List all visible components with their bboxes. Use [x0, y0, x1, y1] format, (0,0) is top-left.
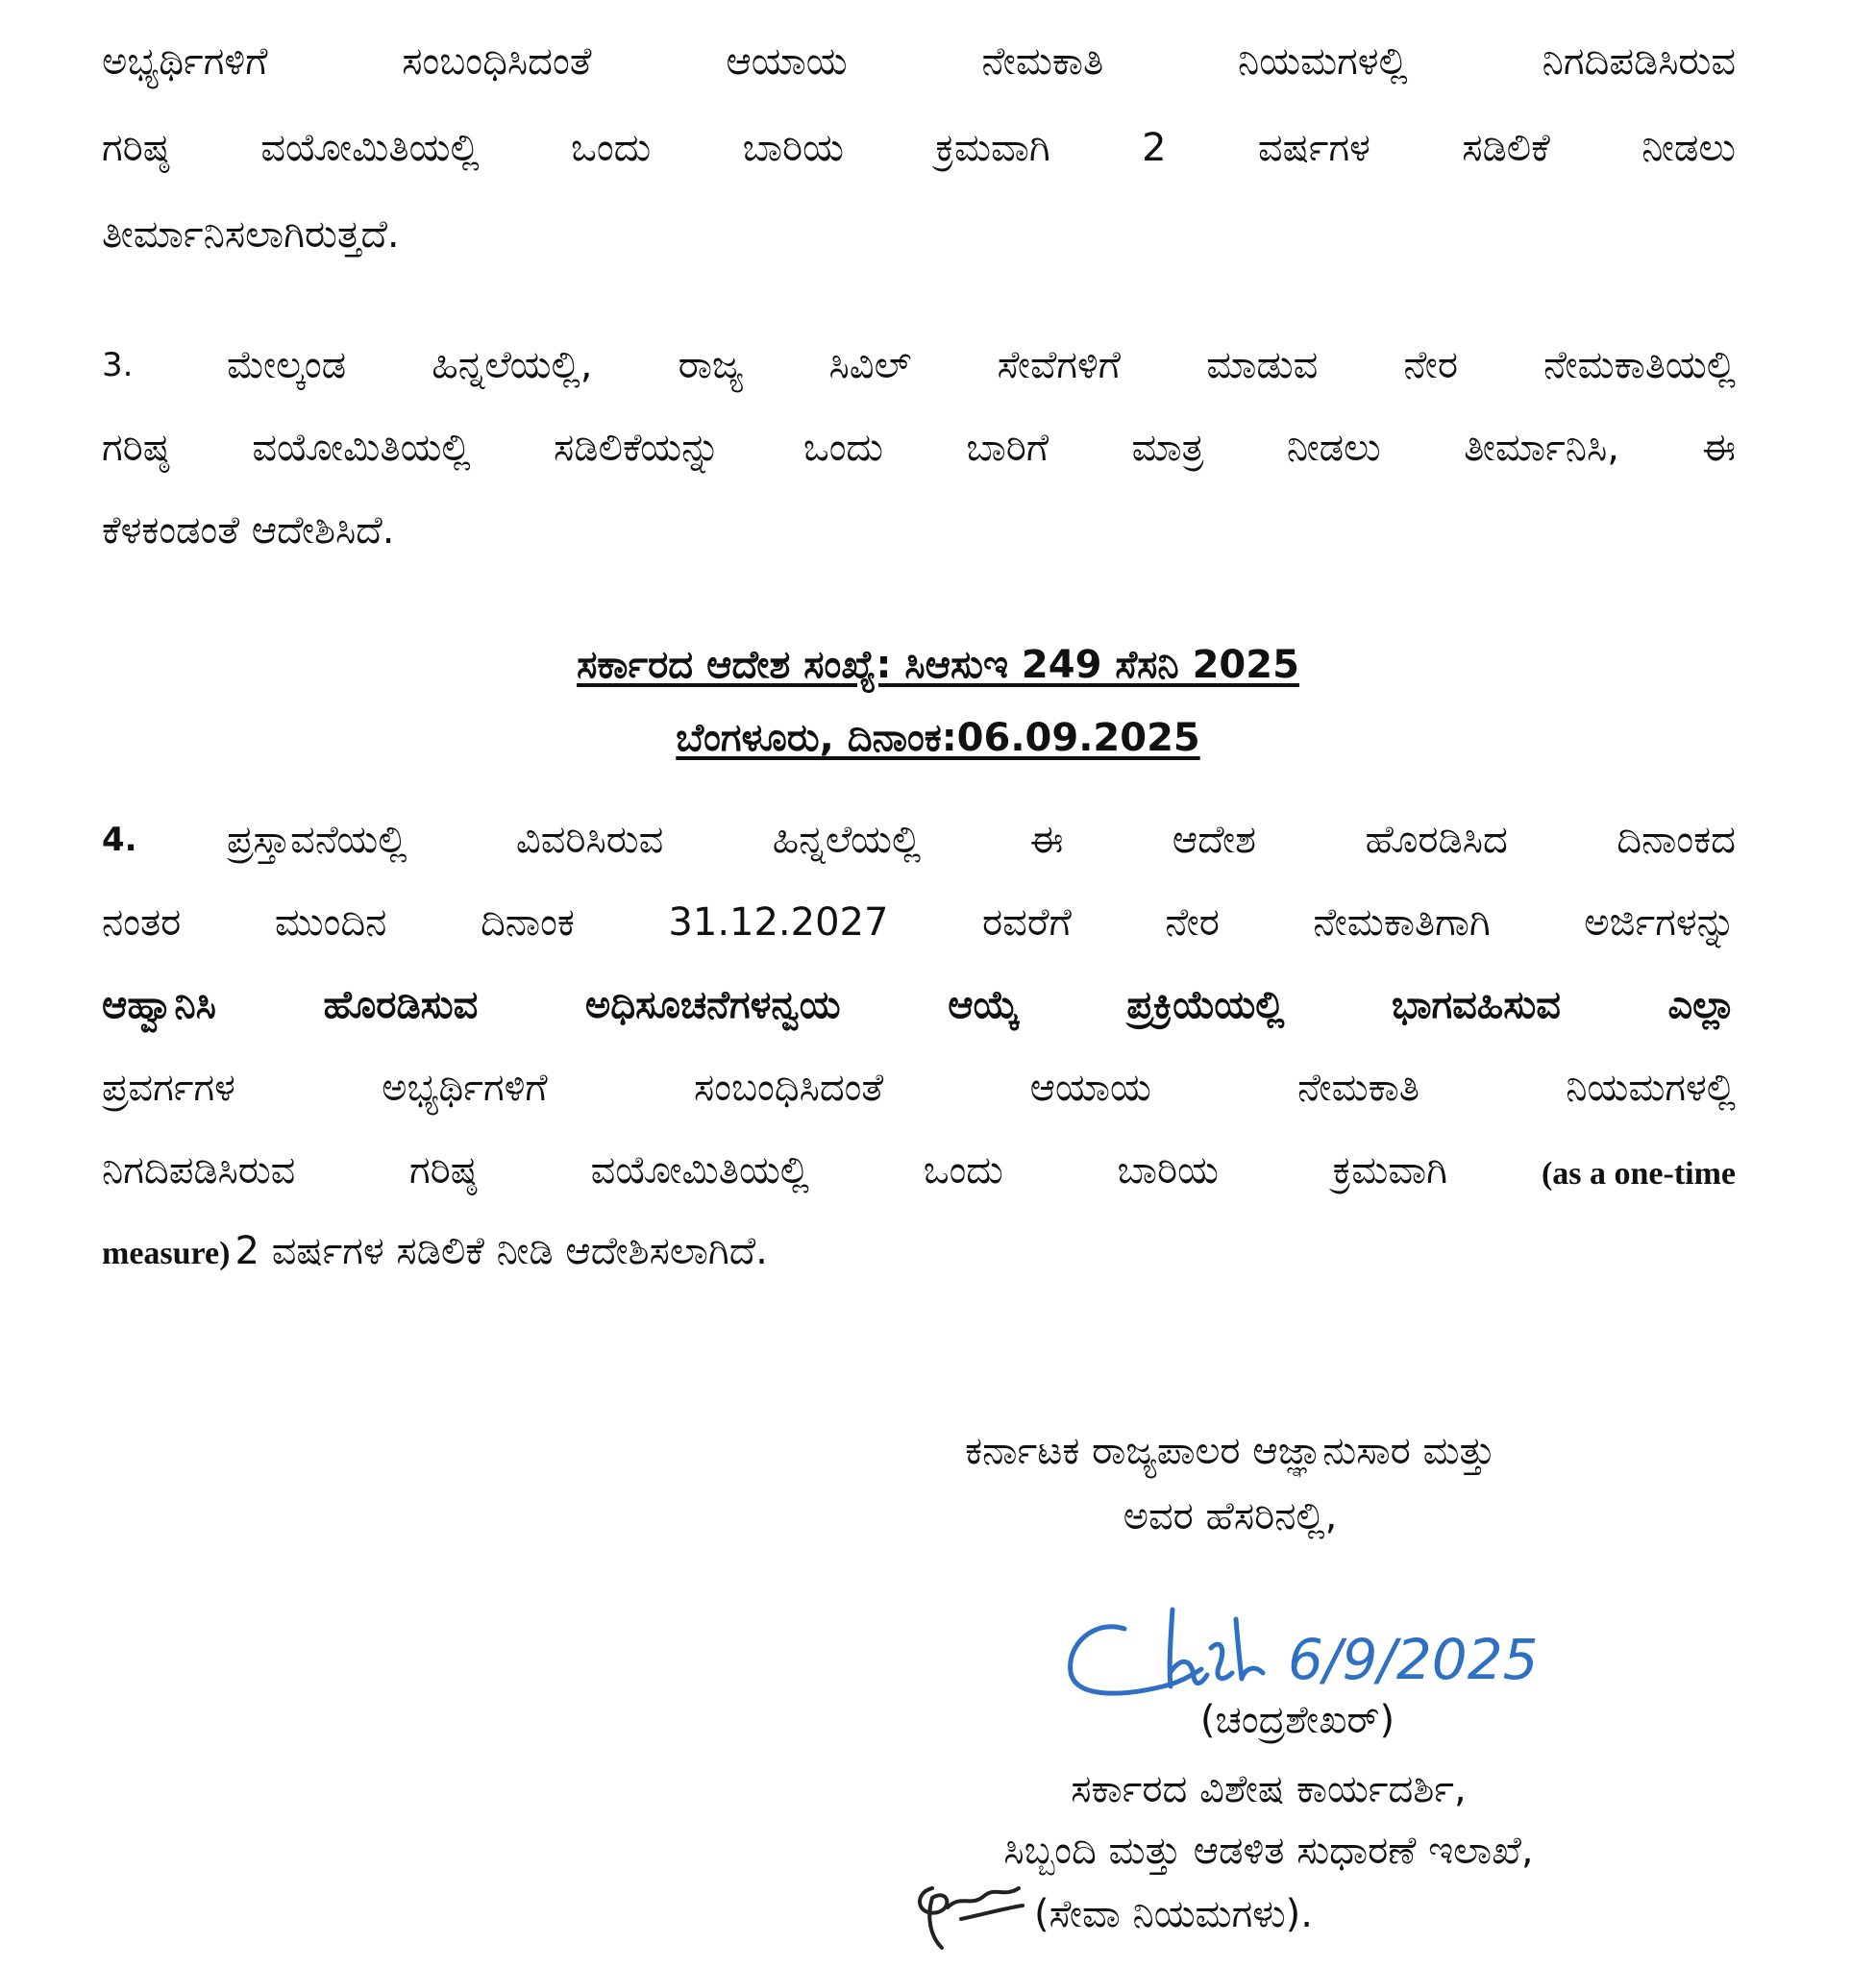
- paragraph-number: 3.: [102, 346, 134, 384]
- signatory-department: ಸಿಬ್ಬಂದಿ ಮತ್ತು ಆಡಳಿತ ಸುಧಾರಣೆ ಇಲಾಖೆ,: [1003, 1829, 1534, 1873]
- paragraph-line: ಪ್ರಸ್ತಾವನೆಯಲ್ಲಿ ವಿವರಿಸಿರುವ ಹಿನ್ನಲೆಯಲ್ಲಿ ಈ ಆದೇಶ ಹೊರಡಿಸಿದ ದಿನಾಂಕದ: [227, 818, 1736, 862]
- signatory-name: (ಚಂದ್ರಶೇಖರ್): [1199, 1698, 1395, 1742]
- order-number: ಸರ್ಕಾರದ ಆದೇಶ ಸಂಖ್ಯೆ: ಸಿಆಸುಇ 249 ಸೆಸನಿ 2025: [577, 643, 1299, 687]
- authority-line: ಕರ್ನಾಟಕ ರಾಜ್ಯಪಾಲರ ಆಜ್ಞಾನುಸಾರ ಮತ್ತು: [965, 1429, 1495, 1473]
- handwritten-date: 6/9/2025: [1288, 1627, 1539, 1692]
- english-phrase: (as a one-time: [1541, 1156, 1736, 1192]
- signatory-designation: ಸರ್ಕಾರದ ವಿಶೇಷ ಕಾರ್ಯದರ್ಶಿ,: [1071, 1767, 1467, 1811]
- paragraph-line: ನಿಗದಿಪಡಿಸಿರುವ ಗರಿಷ್ಠ ವಯೋಮಿತಿಯಲ್ಲಿ ಒಂದು ಬಾರಿಯ ಕ್ರಮವಾಗಿ: [102, 1148, 1447, 1193]
- paragraph-line-rest: 2 ವರ್ಷಗಳ ಸಡಿಲಿಕೆ ನೀಡಿ ಆದೇಶಿಸಲಾಗಿದೆ.: [234, 1229, 768, 1273]
- authority-line: ಅವರ ಹೆಸರಿನಲ್ಲಿ,: [1123, 1494, 1338, 1538]
- paragraph-line: ಕೆಳಕಂಡಂತೆ ಆದೇಶಿಸಿದೆ.: [102, 508, 395, 553]
- order-place-date: ಬೆಂಗಳೂರು, ದಿನಾಂಕ:06.09.2025: [676, 716, 1200, 760]
- paragraph-last-line: [102, 1222, 768, 1288]
- paragraph-line: ಗರಿಷ್ಠ ವಯೋಮಿತಿಯಲ್ಲಿ ಒಂದು ಬಾರಿಯ ಕ್ರಮವಾಗಿ 2 ವರ್ಷಗಳ ಸಡಿಲಿಕೆ ನೀಡಲು: [102, 126, 1736, 170]
- paragraph-line: ಪ್ರವರ್ಗಗಳ ಅಭ್ಯರ್ಥಿಗಳಿಗೆ ಸಂಬಂಧಿಸಿದಂತೆ ಆಯಾಯ ನೇಮಕಾತಿ ನಿಯಮಗಳಲ್ಲಿ: [102, 1066, 1736, 1110]
- signatory-section: (ಸೇವಾ ನಿಯಮಗಳು).: [1034, 1892, 1314, 1936]
- paragraph-number: 4.: [102, 821, 137, 859]
- paragraph-line: ಅಭ್ಯರ್ಥಿಗಳಿಗೆ ಸಂಬಂಧಿಸಿದಂತೆ ಆಯಾಯ ನೇಮಕಾತಿ ನಿಯಮಗಳಲ್ಲಿ ನಿಗದಿಪಡಿಸಿರುವ: [102, 39, 1736, 84]
- paragraph-line: ನಂತರ ಮುಂದಿನ ದಿನಾಂಕ 31.12.2027 ರವರೆಗೆ ನೇರ ನೇಮಕಾತಿಗಾಗಿ ಅರ್ಜಿಗಳನ್ನು: [102, 900, 1736, 945]
- handwritten-initials: [903, 1859, 1038, 1956]
- paragraph-line: ಗರಿಷ್ಠ ವಯೋಮಿತಿಯಲ್ಲಿ ಸಡಿಲಿಕೆಯನ್ನು ಒಂದು ಬಾರಿಗೆ ಮಾತ್ರ ನೀಡಲು ತೀರ್ಮಾನಿಸಿ, ಈ: [102, 426, 1736, 470]
- english-phrase: measure): [102, 1236, 231, 1271]
- paragraph-line: ಆಹ್ವಾನಿಸಿ ಹೊರಡಿಸುವ ಅಧಿಸೂಚನೆಗಳನ್ವಯ ಆಯ್ಕೆ ಪ್ರಕ್ರಿಯೆಯಲ್ಲಿ ಭಾಗವಹಿಸುವ ಎಲ್ಲಾ: [102, 983, 1736, 1027]
- paragraph-line: ತೀರ್ಮಾನಿಸಲಾಗಿರುತ್ತದೆ.: [102, 212, 400, 257]
- paragraph-line: ಮೇಲ್ಕಂಡ ಹಿನ್ನಲೆಯಲ್ಲಿ, ರಾಜ್ಯ ಸಿವಿಲ್ ಸೇವೆಗಳಿಗೆ ಮಾಡುವ ನೇರ ನೇಮಕಾತಿಯಲ್ಲಿ: [227, 343, 1736, 387]
